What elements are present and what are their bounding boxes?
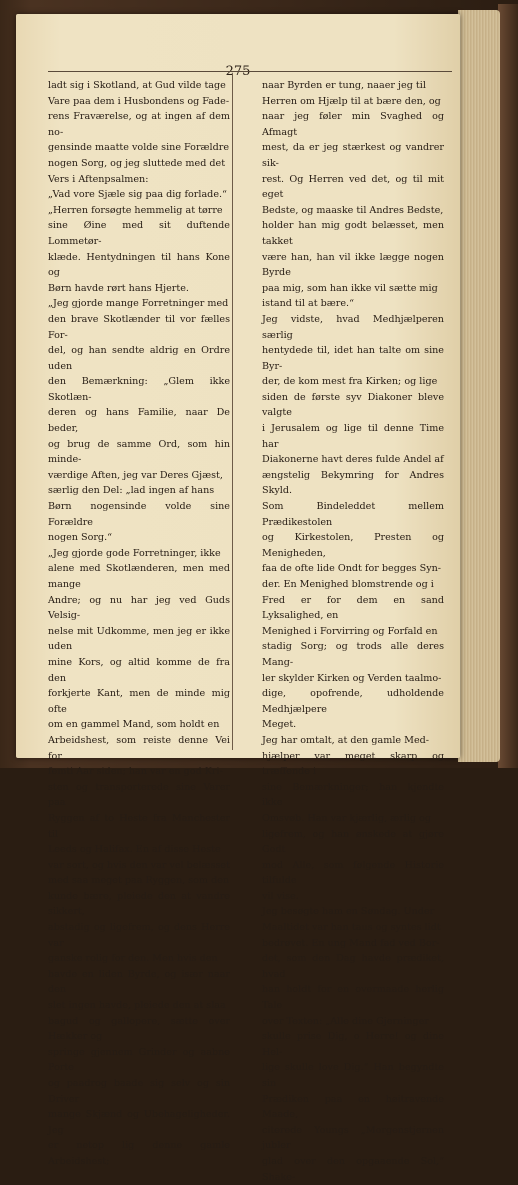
right-column bbox=[262, 78, 444, 1185]
book-binding bbox=[498, 4, 518, 768]
paragraph: „Jeg gjorde gode Forretninger, ikke alene med Skotlænderen, men med mange Andre; og nu har jeg ved Guds Velsig- nelse mit Udkomme, men jeg er ikke uden mine Kors, og altid komme de fra den forkjerte Kant, men de minde mig ofte om en gammel Mand, som holdt en Arbeidshest, som reiste denne Vei for femti Aar siden; han var en god Kri- sten og transporterede sine Varer paa Ryggen af to Heste fra Manchester til Leeds og Halifax. En af disse Heste var sort, og hvis den var vel belæsset med saa meget paa Ryggen, som den kunde bære, pleiede den at vandre sikkert, abstadig og ligefrem, og dens Herre var ganske rolig for den. Men hvis den havde en liden Byrde, og især naar den slet ingen havde, pleiede den at slaa bagud og gallopere, sætte over Hækker og springe gjennem Grinder og aabne Porte og paadrog baade sig selv og sin Driver mange Skjænd og Ubehageligheder. Jeg er netop lig denne gamle Arbeidshest; bbox=[48, 547, 230, 1167]
paragraph: „Jeg gjorde mange Forretninger med den brave Skotlænder til vor fælles For- del, og han sendte aldrig en Ordre uden den Bemærkning: „Glem ikke Skotlæn- deren og hans Familie, naar De beder, og brug de samme Ord, som hin minde- værdige Aften, jeg var Deres Gjæst, særlig den Del: „lad ingen af hans Børn nogensinde volde sine Forældre nogen Sorg.“ bbox=[48, 298, 230, 544]
left-column bbox=[48, 78, 230, 1170]
paragraph: Jeg har omtalt, at den gamle Med- hjælper var meget skarp og træffende i sine Bemærkninger; han kjendte ikke Omsvøb. Han var kjærlig, ærlig og ligefrem, og han ønskede at gjøre Godt mod Alle, som følgende Historie tilfulde vil vise. bbox=[262, 734, 444, 902]
paragraph: Jeg vidste, hvad Medhjælperen særlig hentydede til, idet han talte om sine Byr- der, de kom mest fra Kirken; og lige siden de første syv Diakoner bleve valgte i Jerusalem og lige til denne Time har Diakonerne havt deres fulde Andel af ængstelig Bekymring for Andres Skyld. Som Bindeleddet mellem Prædikestolen og Kirkestolen, Presten og Menigheden, faa de ofte lide Ondt for begges Syn- der. En Menighed blomstrende og i Fred er for dem en sand Lyksalighed, en Menighed i Forvirring og Forfald en stadig Sorg; og trods alle deres Mang- ler skylder Kirken og Verden taalmo- dige, opofrende, udholdende Medhjælpere Meget. bbox=[262, 313, 444, 731]
paragraph: „Vad vore Sjæle sig paa dig forlade.“ „Herren forsøgte hemmelig at tørre sine Øine med sit duftende Lommetør- klæde. Hentydningen til hans Kone og Børn havde rørt hans Hjerte. bbox=[48, 189, 230, 294]
header-rule bbox=[48, 71, 452, 72]
paragraph: Jeg besøgte ham en Søndag. Under Maaltidet var han taus og syntes lidt bedrøvet. En ung Mand fad ved Bor- det, som den Dag havde prædiket, hvad han holdt for en overmaade herlig Tale over Texten: „Alle dine Gjerninger skulle prise Dig, o Herre! og dine Hel- lige skulle love Dig.“ Han begyndte sin Prædiken paa en høitravende Maade, citerede Youngs „Morgenstjernen jubler glad over den opgaaende Sol,“ Shake- bbox=[262, 906, 444, 1183]
column-divider bbox=[232, 74, 233, 750]
paragraph: naar Byrden er tung, naaer jeg til Herren om Hjælp til at bære den, og naar jeg føler min Svaghed og Afmagt mest, da er jeg stærkest og vandrer sik- rest. Og Herren ved det, og til mit eget Bedste, og maaske til Andres Bedste, holder han mig godt belæsset, men takket være han, han vil ikke lægge nogen Byrde paa mig, som han ikke vil sætte mig istand til at bære.“ bbox=[262, 80, 444, 310]
paragraph: ladt sig i Skotland, at Gud vilde tage Vare paa dem i Husbondens og Fade- rens Fraværelse, og at ingen af dem no- gensinde maatte volde sine Forældre nogen Sorg, og jeg sluttede med det Vers i Aftenpsalmen: bbox=[48, 80, 230, 185]
page-edges bbox=[458, 10, 500, 762]
page-number: 275 bbox=[225, 64, 251, 79]
